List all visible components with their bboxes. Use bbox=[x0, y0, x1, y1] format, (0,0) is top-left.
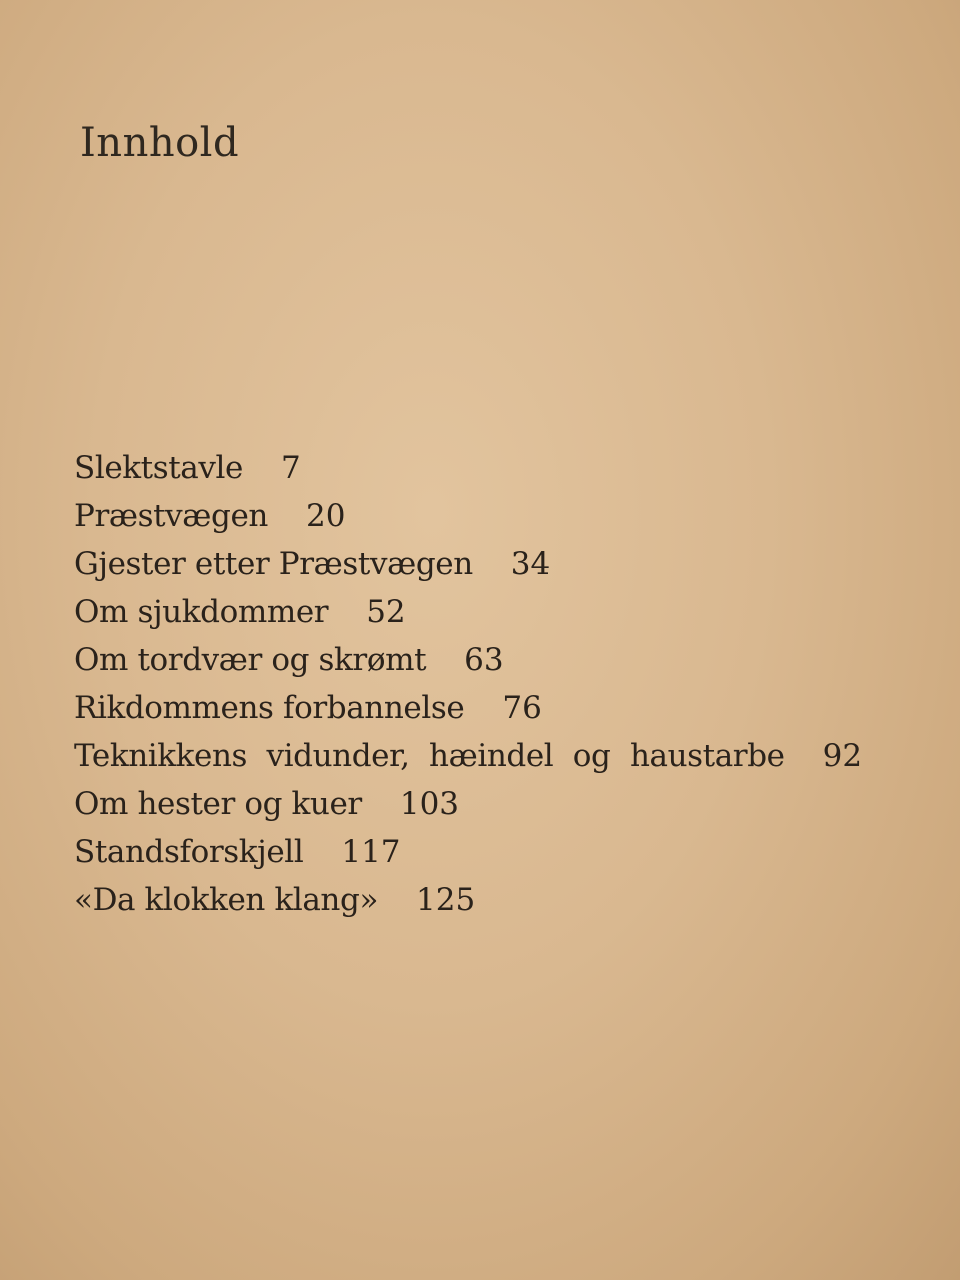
toc-entry-title: «Da klokken klang» bbox=[74, 882, 379, 918]
toc-entry bbox=[74, 828, 934, 876]
toc-entry-page: 7 bbox=[280, 450, 301, 486]
toc-entry bbox=[74, 876, 934, 924]
toc-entry-title: Om tordvær og skrømt bbox=[74, 642, 427, 678]
toc-entry-page: 34 bbox=[510, 546, 551, 582]
toc-entry-title: Slektstavle bbox=[74, 450, 243, 486]
toc-entry-page: 63 bbox=[464, 642, 504, 678]
toc-entry-page: 52 bbox=[366, 594, 406, 630]
toc-entry-title: Gjester etter Præstvægen bbox=[74, 546, 473, 582]
toc-entry bbox=[74, 588, 934, 636]
toc-entry-page: 20 bbox=[306, 498, 346, 534]
table-of-contents bbox=[74, 444, 934, 924]
toc-entry-title: Om hester og kuer bbox=[74, 786, 362, 822]
toc-entry bbox=[74, 540, 934, 588]
toc-entry-page: 117 bbox=[341, 834, 401, 870]
toc-entry bbox=[74, 780, 934, 828]
toc-entry bbox=[74, 684, 934, 732]
toc-entry-title: Standsforskjell bbox=[74, 834, 304, 870]
toc-entry bbox=[74, 444, 934, 492]
toc-entry-title: Teknikkens vidunder, hæindel og haustarbe bbox=[74, 738, 785, 774]
toc-entry-page: 103 bbox=[399, 786, 460, 822]
toc-entry-title: Rikdommens forbannelse bbox=[74, 690, 465, 726]
toc-entry bbox=[74, 636, 934, 684]
toc-entry bbox=[74, 732, 934, 780]
toc-entry-page: 125 bbox=[416, 882, 476, 918]
page-title: Innhold bbox=[80, 120, 240, 166]
toc-entry bbox=[74, 492, 934, 540]
toc-entry-title: Om sjukdommer bbox=[74, 594, 329, 630]
toc-entry-title: Præstvægen bbox=[74, 498, 268, 534]
toc-entry-page: 92 bbox=[822, 738, 863, 774]
toc-entry-page: 76 bbox=[502, 690, 542, 726]
